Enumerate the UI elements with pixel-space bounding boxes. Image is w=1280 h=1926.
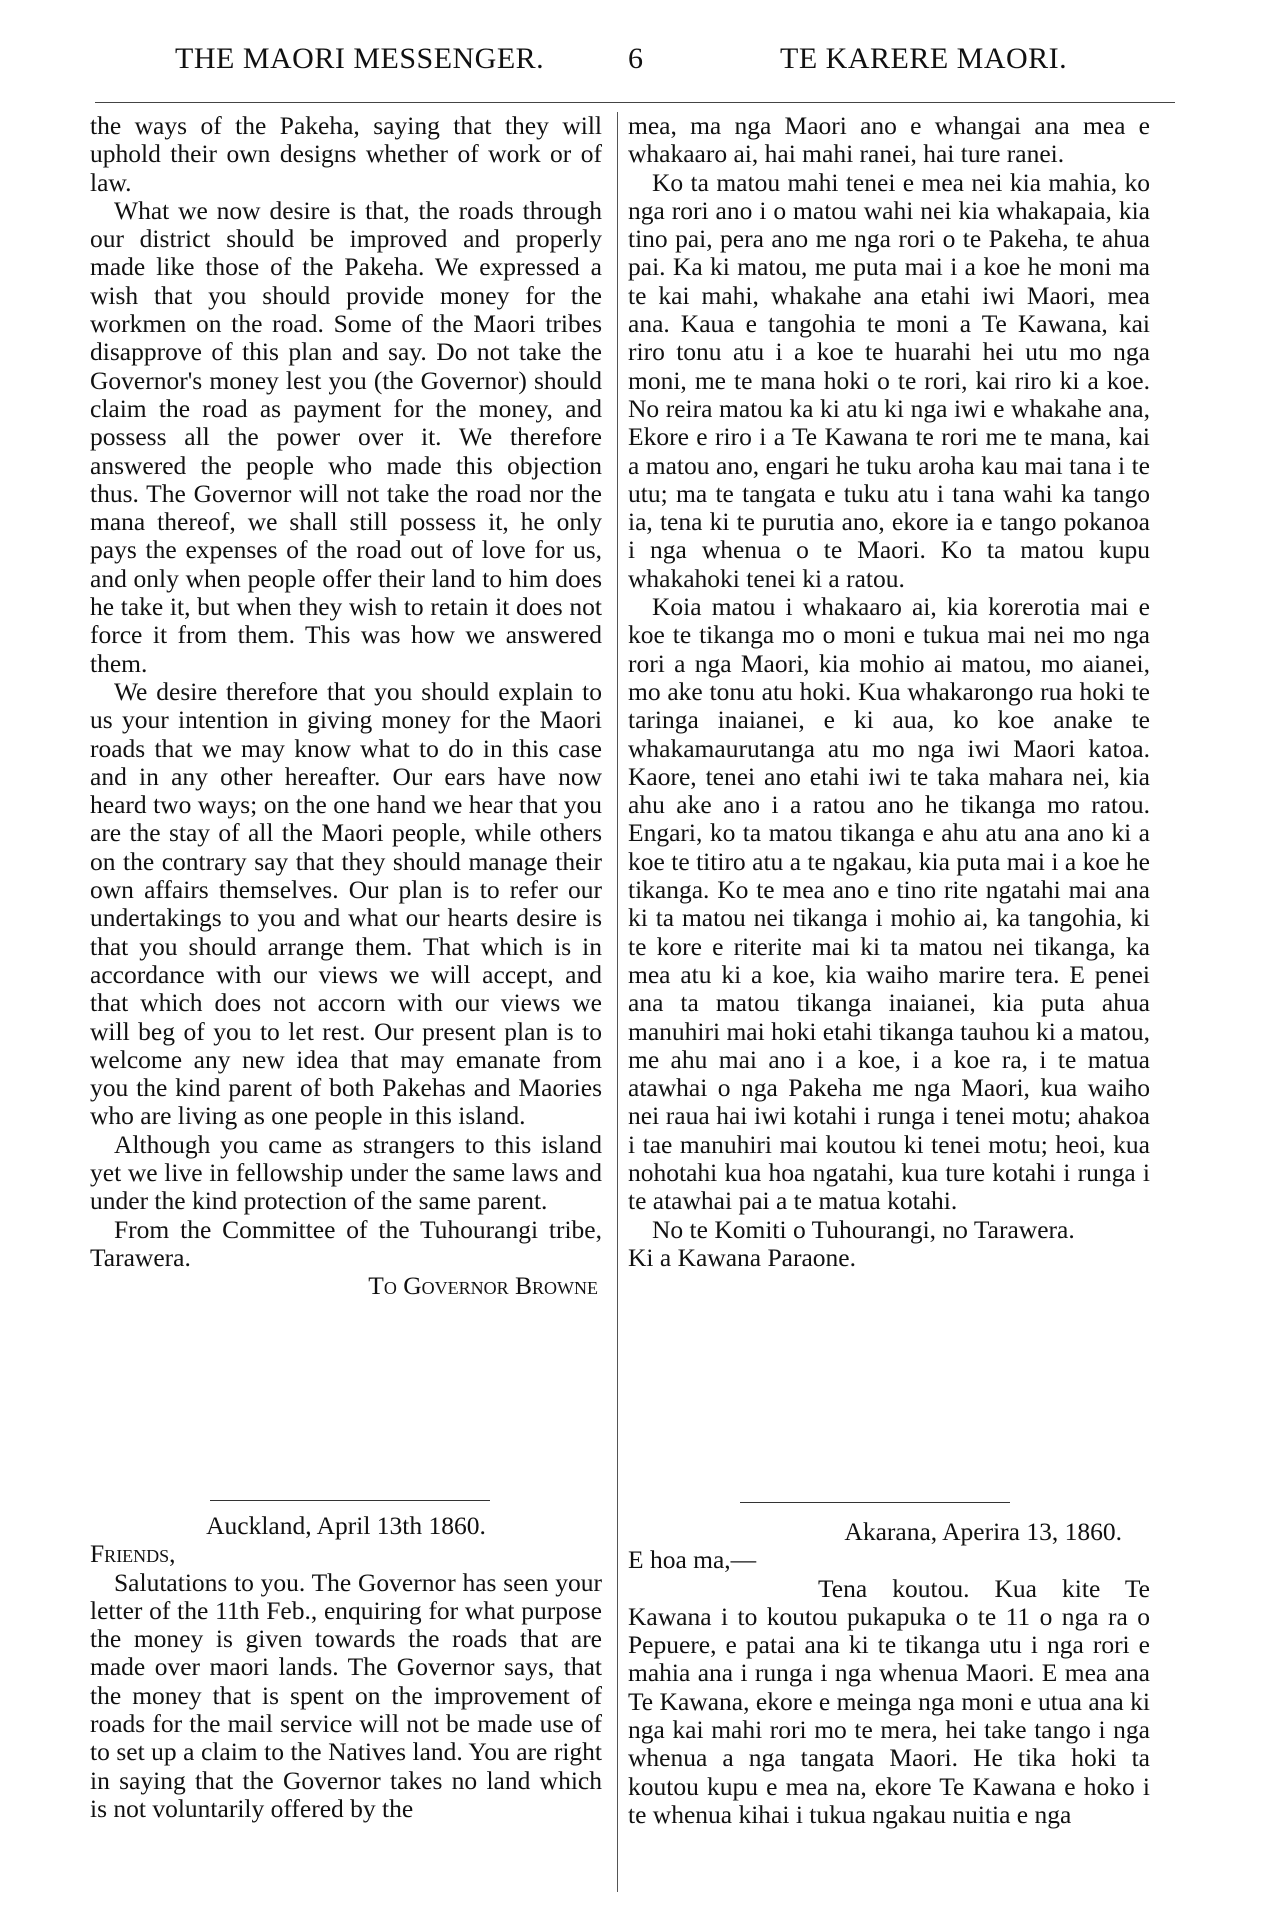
page-number: 6 [628,42,644,75]
header-maori-title: TE KARERE MAORI. [780,42,1068,75]
maori-reply [628,1518,1150,1829]
maori-letter [628,112,1150,1272]
letter-paragraph: We desire therefore that you should explain to us your intention in giving money for the Maori roads that we may know what to do in this case and in any other hereafter. Our ears have now heard two ways; on the one hand we hear that you are the stay of all the Maori people, while others on the contrary say that they should manage their own affairs themselves. Our plan is to refer our undertakings to you and what our hearts desire is that you should arrange them. That which is in accordance with our views we will accept, and that which does not accorn with our views we will beg of you to let rest. Our present plan is to welcome any new idea that may emanate from you the kind parent of both Pakehas and Maories who are living as one people in this island. [90,676,602,1131]
reply-paragraph: Salutations to you. The Governor has seen your letter of the 11th Feb., enquiring for what purpose the money is given towards the roads that are made over maori lands. The Governor says, that the money that is spent on the improvement of roads for the mail service will not be made use of to set up a claim to the Natives land. You are right in saying that the Governor takes no land which is not voluntarily offered by the [90,1567,602,1823]
column-divider [617,112,618,1892]
letter-signature: From the Committee of the Tuhourangi tribe, Tarawera. [90,1214,602,1272]
reply-dateline: Auckland, April 13th 1860. [206,1511,486,1540]
letter-paragraph: What we now desire is that, the roads through our district should be improved and properly made like those of the Pakeha. We expressed a wish that you should provide money for the workmen on the road. Some of the Maori tribes disapprove of this plan and say. Do not take the Governor's money lest you (the Governor) should claim the road as payment for the money, and possess all the power over it. We therefore answered the people who made this objection thus. The Governor will not take the road nor the mana thereof, we shall still possess it, he only pays the expenses of the road out of love for us, and only when people offer their land to him does he take it, but when they wish to retain it does not force it from them. This was how we answered them. [90,195,602,678]
reply-salutation: Friends, [90,1539,176,1569]
letter-signature: No te Komiti o Tuhourangi, no Tarawera. [652,1214,1075,1244]
reply-paragraph: Tena koutou. Kua kite Te Kawana i to koutou pukapuka o te 11 o nga ra o Pepuere, e patai ana ki te tikanga utu i nga rori e mahia ana i runga i nga whenua Maori. E mea ana Te Kawana, ekore e meinga nga moni e utua ana ki nga kai mahi rori mo te mera, hei take tango i nga whenua a nga tangata Maori. He tika hoki ta koutou kupu e mea na, ekore Te Kawana e hoko i te whenua kihai i tukua ngakau nuitia e nga [628,1573,1150,1829]
letter-addressee: To Governor Browne [368,1271,598,1301]
reply-dateline: Akarana, Aperira 13, 1860. [844,1517,1122,1546]
english-reply [90,1512,602,1823]
section-rule [210,1500,490,1501]
header-english-title: THE MAORI MESSENGER. [175,42,545,75]
page-header [90,42,1170,94]
header-rule [95,102,1175,103]
letter-paragraph: mea, ma nga Maori ano e whangai ana mea e whakaaro ai, hai mahi ranei, hai ture ranei. [628,111,1150,169]
letter-paragraph: Koia matou i whakaaro ai, kia korerotia mai e koe te tikanga mo o moni e tukua mai nei mo nga rori a nga Maori, kia mohio ai matou, mo aianei, mo ake tonu atu hoki. Kua whakarongo rua hoki te taringa inaianei, e ki aua, ko koe anake te whakamaurutanga atu mo nga iwi Maori katoa. Kaore, tenei ano etahi iwi te taka mahara nei, kia ahu ake ano i a ratou ano he tikanga mo ratou. Engari, ko ta matou tikanga e ahu atu ana ano ki a koe te titiro atu a te ngakau, kia puta mai i a koe he tikanga. Ko te mea ano e tino rite ngatahi mai ana ki ta matou nei tikanga i mohio ai, ka tangohia, ki te kore e riterite mai ki ta matou nei tikanga, ka mea atu ki a koe, kia waiho marire tera. E penei ana ta matou tikanga inaianei, kia puta ahua manuhiri mai hoki etahi tikanga tauhou ki a matou, me ahu mai ano i a koe, i a koe ra, i te matua atawhai o nga Pakeha me nga Maori, kua waiho nei raua hai iwi kotahi i runga i tenei motu; ahakoa i tae manuhiri mai koutou ki tenei motu; heoi, kua nohotahi kua hoa ngatahi, kua ture kotahi i runga i te atawhai pai a te matua kotahi. [628,592,1150,1216]
section-rule [740,1502,1010,1503]
letter-paragraph: the ways of the Pakeha, saying that they will uphold their own designs whether of work or of law. [90,111,602,197]
letter-addressee: Ki a Kawana Paraone. [628,1242,856,1272]
english-letter [90,112,602,1300]
reply-salutation: E hoa ma,— [628,1545,757,1575]
letter-paragraph: Ko ta matou mahi tenei e mea nei kia mahia, ko nga rori ano i o matou wahi nei kia whakapaia, kia tino pai, pera ano me nga rori o te Pakeha, te ahua pai. Ka ki matou, me puta mai i a koe he moni ma te kai mahi, whakahe ana etahi iwi Maori, mea ana. Kaua e tangohia te moni a Te Kawana, kai riro tonu atu i a koe te huarahi hei utu mo nga moni, me te mana hoki o te rori, kai riro ki a koe. No reira matou ka ki atu ki nga iwi e whakahe ana, Ekore e riro i a Te Kawana te rori me te mana, kai a matou ano, engari he tuku aroha kau mai tana i te utu; ma te tangata e tuku atu i tana wahi ka tango ia, tena ki te purutia ano, ekore ia e tango pokanoa i nga whenua o te Maori. Ko ta matou kupu whakahoki tenei ki a ratou. [628,167,1150,593]
letter-paragraph: Although you came as strangers to this island yet we live in fellowship under the same laws and under the kind protection of the same parent. [90,1129,602,1216]
